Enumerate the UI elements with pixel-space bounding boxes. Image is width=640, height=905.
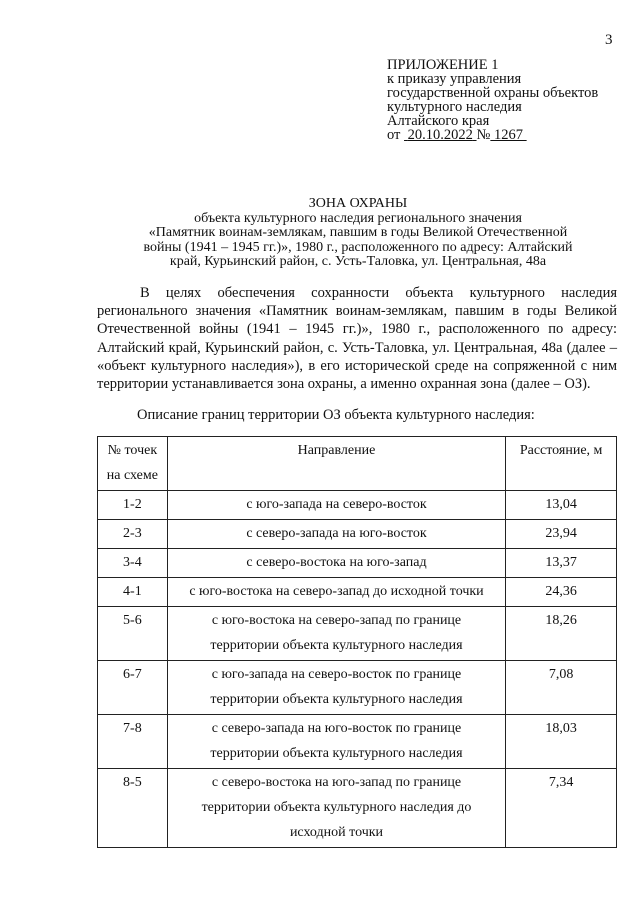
direction-line: с северо-запада на юго-восток по границе [211,721,462,736]
cell-points: 2-3 [98,520,168,549]
header-points: № точек на схеме [98,437,168,491]
cell-direction [167,607,505,661]
table-row [98,491,617,520]
cell-direction [167,491,505,520]
table-row [98,578,617,607]
cell-distance: 23,94 [506,520,617,549]
table-row [98,661,617,715]
table-row [98,715,617,769]
cell-points: 6-7 [98,661,168,715]
cell-distance: 18,26 [506,607,617,661]
table-row [98,769,617,848]
cell-distance: 7,34 [506,769,617,848]
cell-points: 7-8 [98,715,168,769]
table-body [98,491,617,848]
cell-direction [167,578,505,607]
cell-points: 8-5 [98,769,168,848]
title-line: войны (1941 – 1945 гг.)», 1980 г., расположенного по адресу: Алтайский [143,239,573,255]
cell-distance: 7,08 [506,661,617,715]
table-description: Описание границ территории ОЗ объекта культурного наследия: [137,407,535,423]
header-direction: Направление [167,437,505,491]
header-distance: Расстояние, м [506,437,617,491]
direction-line: с северо-востока на юго-запад по границе [211,775,462,790]
cell-points: 3-4 [98,549,168,578]
direction-line: с юго-запада на северо-восток по границе [211,667,462,682]
direction-line: с северо-востока на юго-запад [246,555,427,570]
title-heading: ЗОНА ОХРАНЫ [308,196,408,211]
cell-distance: 24,36 [506,578,617,607]
appendix-line: к приказу управления [387,71,522,87]
direction-line: исходной точки [289,825,384,840]
appendix-date-line [387,128,598,142]
appendix-line: Алтайского края [387,113,490,129]
cell-distance: 13,37 [506,549,617,578]
table-header-row [98,437,617,491]
order-date: 20.10.2022 [407,127,473,143]
cell-direction [167,661,505,715]
number-sign: № [476,127,491,143]
appendix-title: ПРИЛОЖЕНИЕ 1 [387,57,499,73]
direction-line: с юго-востока на северо-запад до исходной точки [189,584,484,599]
direction-line: с северо-запада на юго-восток [246,526,427,541]
cell-distance: 13,04 [506,491,617,520]
direction-line: территории объекта культурного наследия до [201,800,472,815]
direction-line: территории объекта культурного наследия [210,692,463,707]
cell-points: 4-1 [98,578,168,607]
table-row [98,607,617,661]
document-title [118,197,598,270]
body-paragraph: В целях обеспечения сохранности объекта культурного наследия регионального значения «Памятник воинам-землякам, павшим в годы Великой Отечественной войны (1941 – 1945 гг.)», 1980 г., расположенного по адресу: Алтайский край, Курьинский район, с. Усть-Таловка, ул. Центральная, 48а (далее – «объект культурного наследия»), в его исторической среде на сопряженной с ним территории устанавливается зона охраны, а именно охранная зона (далее – ОЗ). [97,285,617,393]
cell-direction [167,769,505,848]
title-line: объекта культурного наследия регионального значения [194,210,522,226]
direction-line: территории объекта культурного наследия [210,746,463,761]
direction-line: территории объекта культурного наследия [210,638,463,653]
appendix-block [387,58,598,142]
title-line: край, Курьинский район, с. Усть-Таловка, ул. Центральная, 48а [169,254,547,269]
boundary-table [97,436,617,848]
cell-direction [167,549,505,578]
table-row [98,520,617,549]
appendix-line: культурного наследия [387,99,522,115]
cell-direction [167,520,505,549]
cell-distance: 18,03 [506,715,617,769]
cell-points: 1-2 [98,491,168,520]
direction-line: с юго-запада на северо-восток [246,497,427,512]
title-line: «Памятник воинам-землякам, павшим в годы Великой Отечественной [148,225,568,240]
appendix-line: государственной охраны объектов [387,85,599,101]
direction-line: с юго-востока на северо-запад по границе [211,613,462,628]
date-prefix: от [387,127,401,143]
cell-points: 5-6 [98,607,168,661]
page-number: 3 [605,32,613,48]
cell-direction [167,715,505,769]
table-row [98,549,617,578]
order-number: 1267 [494,127,523,143]
